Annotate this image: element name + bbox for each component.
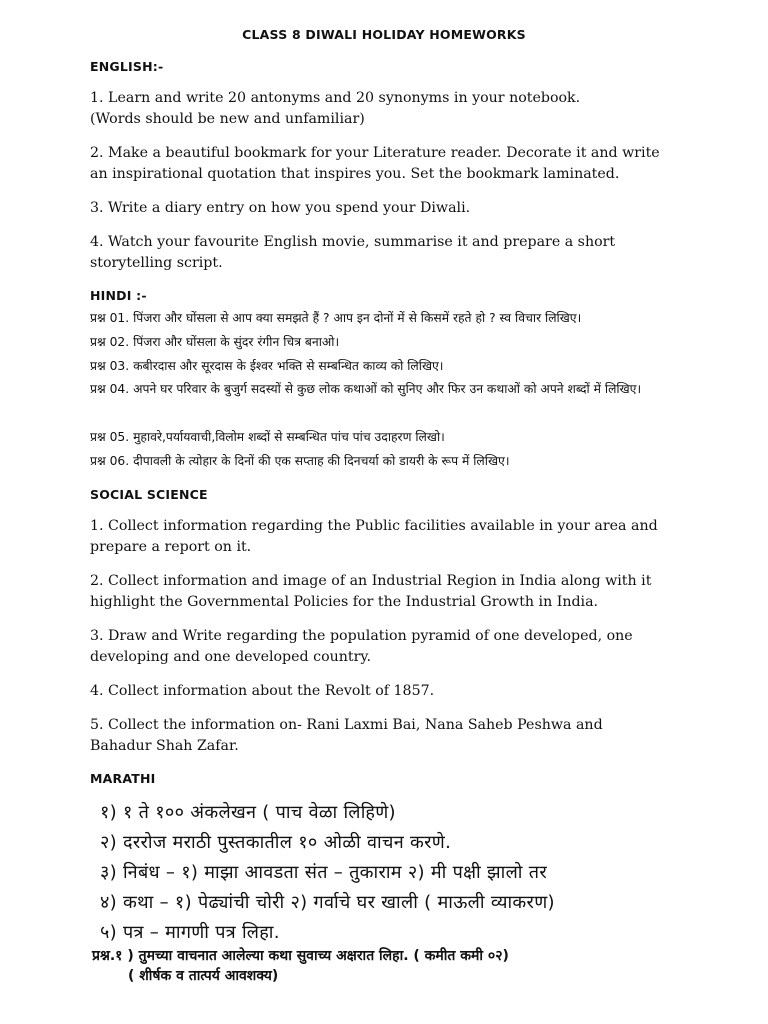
english-item-3: 3. Write a diary entry on how you spend your Diwali. bbox=[90, 200, 471, 216]
english-heading: ENGLISH:- bbox=[90, 59, 164, 74]
hindi-item-4: प्रश्न 04. अपने घर परिवार के बुजुर्ग सदस्यों से कुछ लोक कथाओं को सुनिए और फिर उन कथाओं को अपने शब्दों में लिखिए। bbox=[90, 382, 642, 396]
document-title: CLASS 8 DIWALI HOLIDAY HOMEWORKS bbox=[242, 27, 526, 42]
marathi-item-4: ४) कथा – १) पेढ्यांची चोरी २) गर्वाचे घर खाली ( माऊली व्याकरण) bbox=[100, 892, 555, 913]
social-science-item-3: 3. Draw and Write regarding the population pyramid of one developed, one developing and one developed country. bbox=[90, 628, 633, 665]
social-science-item-1: 1. Collect information regarding the Public facilities available in your area and prepare a report on it. bbox=[90, 518, 658, 555]
marathi-item-2: २) दररोज मराठी पुस्तकातील १० ओळी वाचन करणे. bbox=[100, 832, 452, 853]
social-science-item-2: 2. Collect information and image of an Industrial Region in India along with it highlight the Governmental Policies for the Industrial Growth in India. bbox=[90, 573, 652, 610]
hindi-item-2: प्रश्न 02. पिंजरा और घोंसला के सुंदर रंगीन चित्र बनाओ। bbox=[90, 335, 340, 349]
marathi-question-1-note: ( शीर्षक व तात्पर्य आवशक्य) bbox=[128, 968, 279, 984]
social-science-item-5: 5. Collect the information on- Rani Laxmi Bai, Nana Saheb Peshwa and Bahadur Shah Zafar. bbox=[90, 717, 603, 754]
hindi-item-5: प्रश्न 05. मुहावरे,पर्यायवाची,विलोम शब्दों से सम्बन्धित पांच पांच उदाहरण लिखो। bbox=[90, 430, 445, 444]
hindi-item-1: प्रश्न 01. पिंजरा और घोंसला से आप क्या समझते हैं ? आप इन दोनों में से किसमें रहते हो ? स्व विचार लिखिए। bbox=[90, 311, 582, 325]
hindi-item-3: प्रश्न 03. कबीरदास और सूरदास के ईश्वर भक्ति से सम्बन्धित काव्य को लिखिए। bbox=[90, 359, 444, 373]
social-science-item-4: 4. Collect information about the Revolt of 1857. bbox=[90, 683, 435, 699]
marathi-item-3: ३) निबंध – १) माझा आवडता संत – तुकाराम २) मी पक्षी झालो तर bbox=[100, 862, 548, 883]
marathi-item-1: १) १ ते १०० अंकलेखन ( पाच वेळा लिहिणे) bbox=[100, 802, 396, 823]
english-item-1: 1. Learn and write 20 antonyms and 20 synonyms in your notebook. (Words should be new and unfamiliar) bbox=[90, 90, 581, 127]
english-item-2: 2. Make a beautiful bookmark for your Literature reader. Decorate it and write an inspirational quotation that inspires you. Set the bookmark laminated. bbox=[90, 145, 660, 182]
hindi-heading: HINDI :- bbox=[90, 288, 147, 303]
marathi-question-1: प्रश्न.१ ) तुमच्या वाचनात आलेल्या कथा सुवाच्य अक्षरात लिहा. ( कमीत कमी ०२) bbox=[92, 948, 509, 964]
marathi-heading: MARATHI bbox=[90, 771, 156, 786]
marathi-item-5: ५) पत्र – मागणी पत्र लिहा. bbox=[100, 922, 280, 943]
hindi-item-6: प्रश्न 06. दीपावली के त्योहार के दिनों की एक सप्ताह की दिनचर्या को डायरी के रूप में लिखिए। bbox=[90, 454, 510, 468]
english-item-4: 4. Watch your favourite English movie, summarise it and prepare a short storytelling script. bbox=[90, 234, 616, 271]
social-science-heading: SOCIAL SCIENCE bbox=[90, 487, 208, 502]
